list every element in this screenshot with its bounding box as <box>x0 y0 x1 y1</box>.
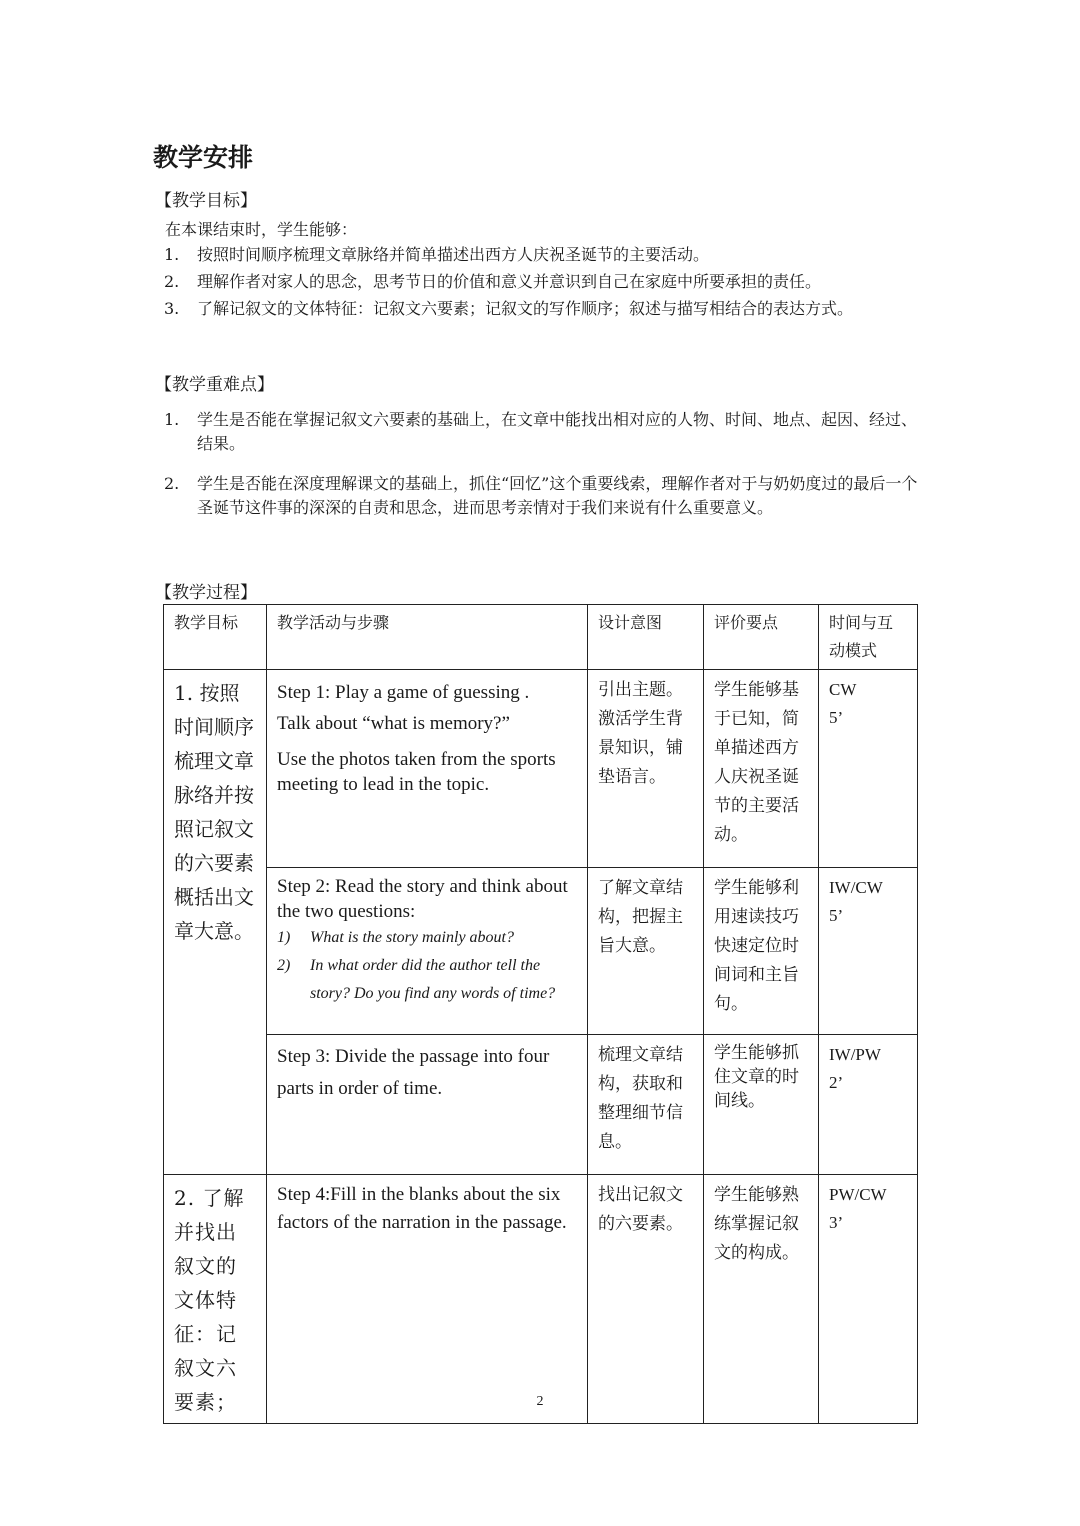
step-title: Step 1: Play a game of guessing . <box>277 682 530 703</box>
intent-cell: 引出主题。激活学生背景知识，铺垫语言。 <box>588 670 704 868</box>
table-row <box>164 670 918 868</box>
goal-cell: 1. 按照时间顺序梳理文章脉络并按照记叙文的六要素概括出文章大意。 <box>164 670 267 1175</box>
question-item <box>277 924 577 952</box>
question-number: 2) <box>277 957 291 974</box>
activity-cell: Step 4:Fill in the blanks about the six factors of the narration in the passage. <box>267 1175 588 1424</box>
time-mode-cell <box>819 670 918 868</box>
time-label: 3’ <box>829 1213 844 1232</box>
process-table <box>163 604 918 1424</box>
item-text: 按照时间顺序梳理文章脉络并简单描述出西方人庆祝圣诞节的主要活动。 <box>197 245 710 264</box>
time-mode-cell <box>819 1035 918 1175</box>
question-item <box>277 952 577 1008</box>
time-label: 2’ <box>829 1073 844 1092</box>
intent-cell: 梳理文章结构，获取和整理细节信息。 <box>588 1035 704 1175</box>
time-label: 5’ <box>829 906 844 925</box>
mode-label: IW/PW <box>829 1045 881 1064</box>
objectives-heading: 【教学目标】 <box>155 191 257 211</box>
question-number: 1) <box>277 929 291 946</box>
time-mode-cell <box>819 1175 918 1424</box>
item-number: 2. <box>164 474 180 493</box>
eval-cell: 学生能够基于已知，简单描述西方人庆祝圣诞节的主要活动。 <box>704 670 819 868</box>
eval-cell: 学生能够熟练掌握记叙文的构成。 <box>704 1175 819 1424</box>
col-header-goal: 教学目标 <box>164 605 267 670</box>
intent-cell: 找出记叙文的六要素。 <box>588 1175 704 1424</box>
item-text: 了解记叙文的文体特征：记叙文六要素；记叙文的写作顺序；叙述与描写相结合的表达方式。 <box>197 299 854 318</box>
table-header-row <box>164 605 918 670</box>
page-number: 2 <box>536 1394 544 1409</box>
key-points-list <box>164 408 921 536</box>
mode-label: PW/CW <box>829 1185 887 1204</box>
objectives-list <box>164 241 917 322</box>
page-title: 教学安排 <box>153 143 254 172</box>
list-item <box>164 472 921 520</box>
objectives-intro: 在本课结束时，学生能够： <box>165 220 358 239</box>
col-header-time-mode: 时间与互动模式 <box>819 605 918 670</box>
col-header-activity: 教学活动与步骤 <box>267 605 588 670</box>
activity-cell: Step 3: Divide the passage into four parts in order of time. <box>267 1035 588 1175</box>
time-mode-cell <box>819 868 918 1035</box>
item-number: 2. <box>164 272 180 291</box>
list-item <box>164 241 917 268</box>
item-text: 学生是否能在掌握记叙文六要素的基础上，在文章中能找出相对应的人物、时间、地点、起因、经过、结果。 <box>197 410 918 453</box>
item-text: 学生是否能在深度理解课文的基础上，抓住“回忆”这个重要线索，理解作者对于与奶奶度过的最后一个圣诞节这件事的深深的自责和思念，进而思考亲情对于我们来说有什么重要意义。 <box>197 474 918 517</box>
eval-cell: 学生能够抓住文章的时间线。 <box>704 1035 819 1175</box>
activity-cell <box>267 670 588 868</box>
goal-cell: 2. 了解并找出叙文的文体特征：记叙文六要素； <box>164 1175 267 1424</box>
activity-cell <box>267 868 588 1035</box>
col-header-eval: 评价要点 <box>704 605 819 670</box>
mode-label: IW/CW <box>829 878 883 897</box>
intent-cell: 了解文章结构，把握主旨大意。 <box>588 868 704 1035</box>
table-row <box>164 1175 918 1424</box>
item-number: 3. <box>164 299 180 318</box>
eval-cell: 学生能够利用速读技巧快速定位时间词和主旨句。 <box>704 868 819 1035</box>
time-label: 5’ <box>829 708 844 727</box>
list-item <box>164 295 917 322</box>
list-item <box>164 268 917 295</box>
list-item <box>164 408 921 456</box>
item-number: 1. <box>164 410 180 429</box>
step-text: Talk about “what is memory?” <box>277 713 510 734</box>
key-points-heading: 【教学重难点】 <box>155 375 274 395</box>
step-title: Step 2: Read the story and think about the two questions: <box>277 876 568 922</box>
col-header-intent: 设计意图 <box>588 605 704 670</box>
table-row <box>164 1035 918 1175</box>
mode-label: CW <box>829 680 857 699</box>
question-text: What is the story mainly about? <box>310 929 514 946</box>
table-row <box>164 868 918 1035</box>
process-heading: 【教学过程】 <box>155 583 257 603</box>
question-text: In what order did the author tell the story? Do you find any words of time? <box>310 957 556 1002</box>
step-text: Use the photos taken from the sports meeting to lead in the topic. <box>277 749 556 795</box>
item-text: 理解作者对家人的思念，思考节日的价值和意义并意识到自己在家庭中所要承担的责任。 <box>197 272 822 291</box>
item-number: 1. <box>164 245 180 264</box>
